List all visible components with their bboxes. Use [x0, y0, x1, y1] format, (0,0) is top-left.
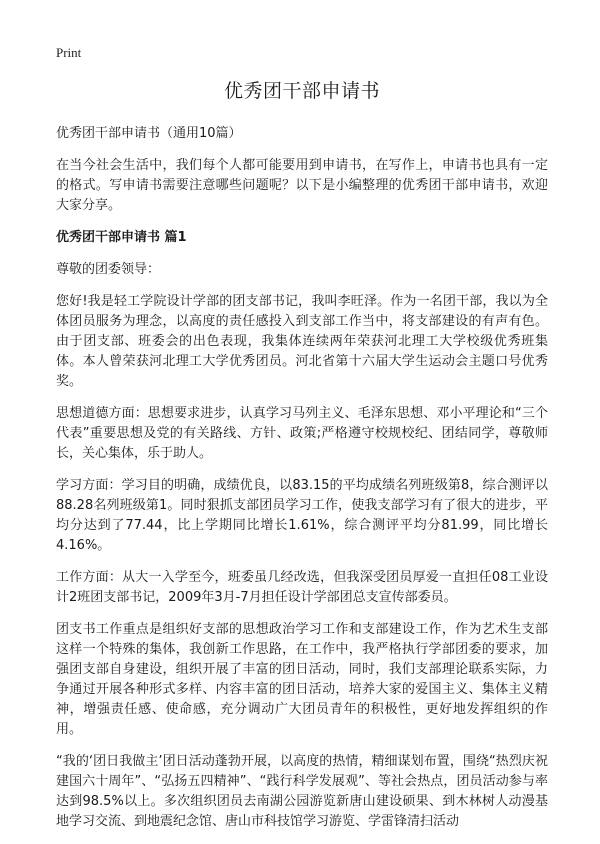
- section-heading: 优秀团干部申请书 篇1: [56, 230, 187, 245]
- greeting: 尊敬的团委领导：: [56, 262, 161, 277]
- body-paragraph: 工作方面：从大一入学至今，班委虽几经改选，但我深受团员厚爱一直担任08工业设计2班团支部书记，2009年3月-7月担任设计学部团总支宣传部委员。: [56, 570, 548, 605]
- body-paragraph: “我的‘团日我做主’团日活动蓬勃开展，以高度的热情，精细谋划布置，围绕“热烈庆祝建国六十周年”、“弘扬五四精神”、“践行科学发展观”、等社会热点，团员活动参与率达到98.5%以上。多次组织团员去南湖公园游览新唐山建设硕果、到木林树人动漫基地学习交流、到地震纪念馆、唐山市科技馆学习游览、学雷锋清扫活动: [56, 754, 548, 829]
- document-body: [56, 78, 548, 844]
- body-paragraph: 团支书工作重点是组织好支部的思想政治学习工作和支部建设工作，作为艺术生支部这样一个特殊的集体，我创新工作思路，在工作中，我严格执行学部团委的要求，加强团支部自身建设，组织开展了丰富的团日活动，同时，我们支部理论联系实际，力争通过开展各种形式多样、内容丰富的团日活动，培养大家的爱国主义、集体主义精神，增强责任感、使命感，充分调动广大团员青年的积极性，更好地发挥组织的作用。: [56, 622, 548, 737]
- document-title: 优秀团干部申请书: [223, 80, 380, 102]
- body-paragraph: 您好!我是轻工学院设计学部的团支部书记，我叫李旺泽。作为一名团干部，我以为全体团员服务为理念，以高度的责任感投入到支部工作当中，将支部建设的有声有色。由于团支部、班委会的出色表现，我集体连续两年荣获河北理工大学校级优秀班集体。本人曾荣获河北理工大学优秀团员。河北省第十六届大学生运动会主题口号优秀奖。: [56, 294, 548, 389]
- intro-paragraph: 在当今社会生活中，我们每个人都可能要用到申请书，在写作上，申请书也具有一定的格式。写申请书需要注意哪些问题呢？以下是小编整理的优秀团干部申请书，欢迎大家分享。: [56, 158, 548, 213]
- document-subtitle: 优秀团干部申请书（通用10篇）: [56, 126, 242, 141]
- body-paragraph: 思想道德方面：思想要求进步，认真学习马列主义、毛泽东思想、邓小平理论和“三个代表”重要思想及党的有关路线、方针、政策;严格遵守校规校纪、团结同学，尊敬师长，关心集体，乐于助人。: [56, 406, 548, 461]
- body-paragraph: 学习方面：学习目的明确，成绩优良，以83.15的平均成绩名列班级第8，综合测评以88.28名列班级第1。同时狠抓支部团员学习工作，使我支部学习有了很大的进步，平均分达到了77.44，比上学期同比增长1.61%，综合测评平均分81.99，同比增长4.16%。: [56, 478, 548, 553]
- print-link[interactable]: Print: [56, 45, 82, 60]
